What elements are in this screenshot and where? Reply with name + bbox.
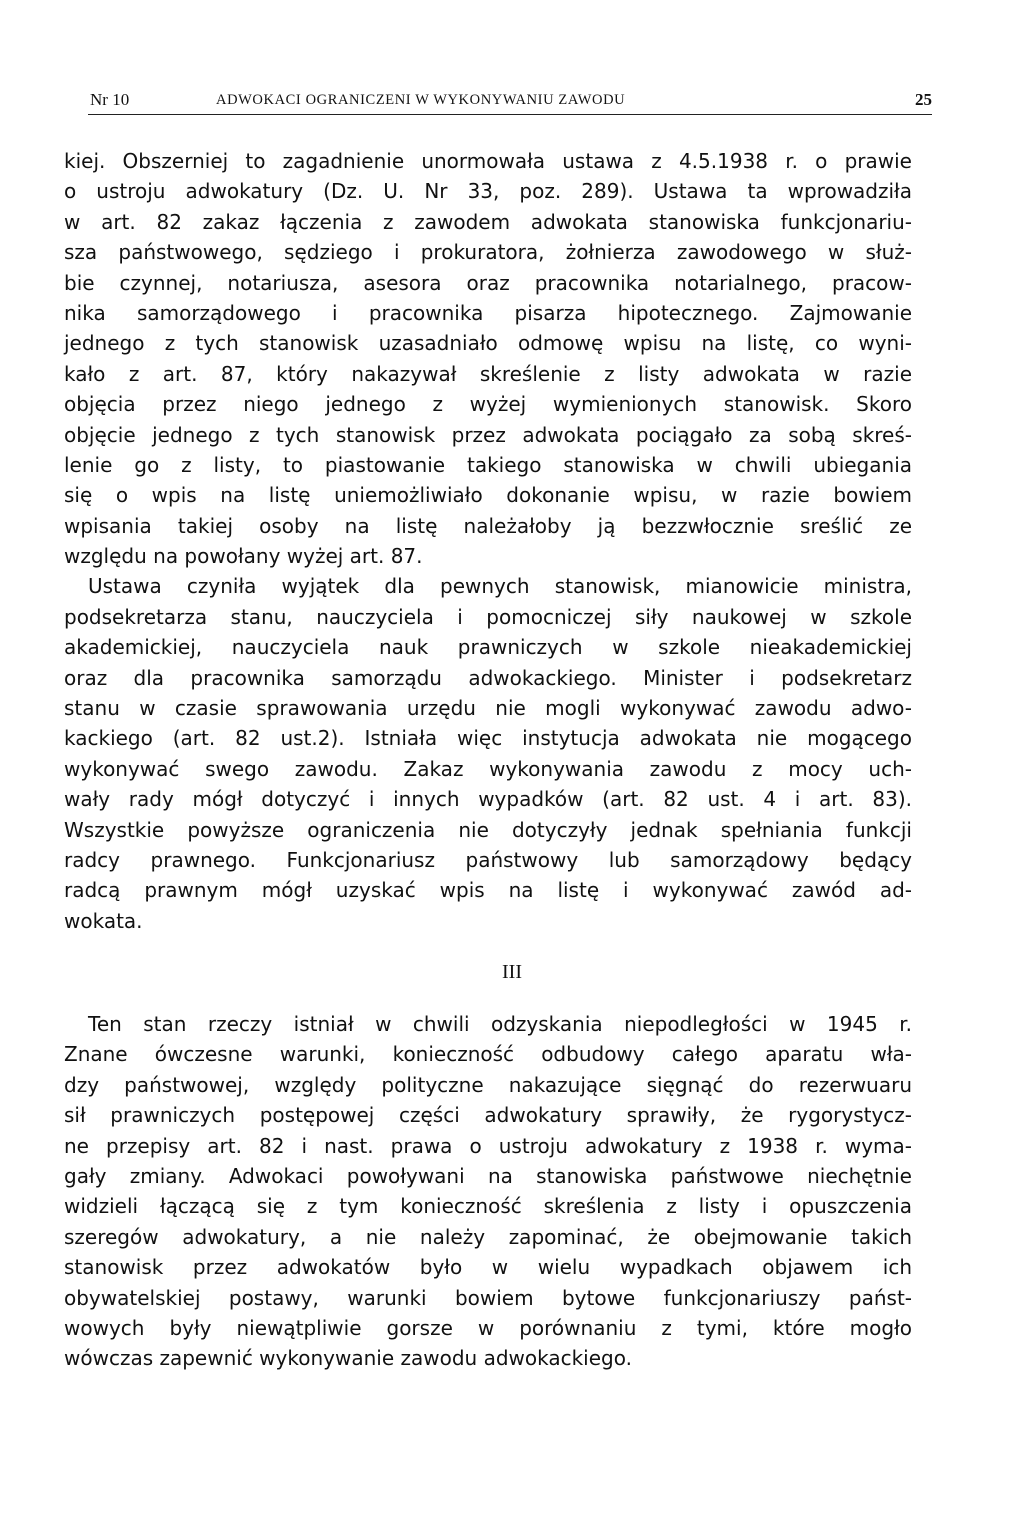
text-line: sił prawniczych postępowej części adwokatury sprawiły, że rygorystycz- [64, 1103, 912, 1128]
text-line: Ten stan rzeczy istniał w chwili odzyskania niepodległości w 1945 r. [88, 1012, 912, 1036]
text-line: Wszystkie powyższe ograniczenia nie dotyczyły jednak spełniania funkcji [64, 817, 912, 842]
running-title: ADWOKACI OGRANICZENI W WYKONYWANIU ZAWODU [216, 92, 626, 108]
paragraph-2 [64, 571, 912, 936]
text-line: objęcia przez niego jednego z wyżej wymienionych stanowisk. Skoro [64, 392, 912, 417]
text-line: radcy prawnego. Funkcjonariusz państwowy lub samorządowy będący [64, 847, 912, 872]
body-text-bottom [64, 1009, 912, 1374]
text-line: sza państwowego, sędziego i prokuratora, żołnierza zawodowego w służ- [64, 240, 912, 265]
text-line: obywatelskiej postawy, warunki bowiem bytowe funkcjonariuszy państ- [64, 1285, 912, 1310]
issue-number: Nr 10 [90, 90, 130, 109]
text-line: Ustawa czyniła wyjątek dla pewnych stanowisk, mianowicie ministra, [88, 574, 912, 599]
body-text-top [64, 146, 912, 936]
text-line: widzieli łączącą się z tym konieczność skreślenia z listy i opuszczenia [64, 1194, 912, 1219]
text-line: Znane ówczesne warunki, konieczność odbudowy całego aparatu wła- [64, 1042, 912, 1067]
text-line: się o wpis na listę uniemożliwiało dokonanie wpisu, w razie bowiem [64, 483, 912, 508]
text-line: jednego z tych stanowisk uzasadniało odmowę wpisu na listę, co wyni- [64, 331, 912, 356]
text-line: szeregów adwokatury, a nie należy zapominać, że obejmowanie takich [64, 1224, 912, 1249]
text-line: nika samorządowego i pracownika pisarza hipotecznego. Zajmowanie [64, 300, 912, 325]
section-heading: III [502, 961, 522, 983]
text-line: objęcie jednego z tych stanowisk przez adwokata pociągało za sobą skreś- [64, 422, 912, 447]
text-line: wówczas zapewnić wykonywanie zawodu adwokackiego. [64, 1346, 632, 1371]
text-line: kackiego (art. 82 ust.2). Istniała więc instytucja adwokata nie mogącego [64, 726, 912, 751]
text-line: podsekretarza stanu, nauczyciela i pomocniczej siły naukowej w szkole [64, 604, 912, 629]
text-line: bie czynnej, notariusza, asesora oraz pracownika notarialnego, pracow- [64, 270, 912, 295]
text-line: wykonywać swego zawodu. Zakaz wykonywania zawodu z mocy uch- [64, 756, 912, 781]
text-line: o ustroju adwokatury (Dz. U. Nr 33, poz. 289). Ustawa ta wprowadziła [64, 179, 912, 204]
text-line: dzy państwowej, względy polityczne nakazujące sięgnąć do rezerwuaru [64, 1072, 912, 1097]
text-line: oraz dla pracownika samorządu adwokackiego. Minister i podsekretarz [64, 665, 912, 690]
text-line: radcą prawnym mógł uzyskać wpis na listę i wykonywać zawód ad- [64, 878, 912, 903]
text-line: gały zmiany. Adwokaci powoływani na stanowiska państwowe niechętnie [64, 1163, 912, 1188]
text-line: stanowisk przez adwokatów było w wielu wypadkach objawem ich [64, 1255, 912, 1280]
paragraph-1 [64, 146, 912, 571]
text-line: względu na powołany wyżej art. 87. [64, 544, 423, 569]
text-line: wały rady mógł dotyczyć i innych wypadków (art. 82 ust. 4 i art. 83). [64, 787, 912, 812]
text-line: wowych były niewątpliwie gorsze w porównaniu z tymi, które mogło [64, 1315, 912, 1340]
text-line: wokata. [64, 908, 143, 933]
text-line: wpisania takiej osoby na listę należałoby ją bezzwłocznie sreślić ze [64, 513, 912, 538]
text-line: lenie go z listy, to piastowanie takiego stanowiska w chwili ubiegania [64, 452, 912, 477]
running-header [88, 86, 932, 115]
text-line: stanu w czasie sprawowania urzędu nie mogli wykonywać zawodu adwo- [64, 696, 912, 721]
text-line: akademickiej, nauczyciela nauk prawniczych w szkole nieakademickiej [64, 635, 912, 660]
text-line: kało z art. 87, który nakazywał skreślenie z listy adwokata w razie [64, 361, 912, 386]
text-line: w art. 82 zakaz łączenia z zawodem adwokata stanowiska funkcjonariu- [64, 209, 912, 234]
text-line: kiej. Obszerniej to zagadnienie unormowała ustawa z 4.5.1938 r. o prawie [64, 149, 912, 173]
paragraph-3 [64, 1009, 912, 1374]
text-line: ne przepisy art. 82 i nast. prawa o ustroju adwokatury z 1938 r. wyma- [64, 1133, 912, 1158]
page-number: 25 [915, 90, 932, 109]
